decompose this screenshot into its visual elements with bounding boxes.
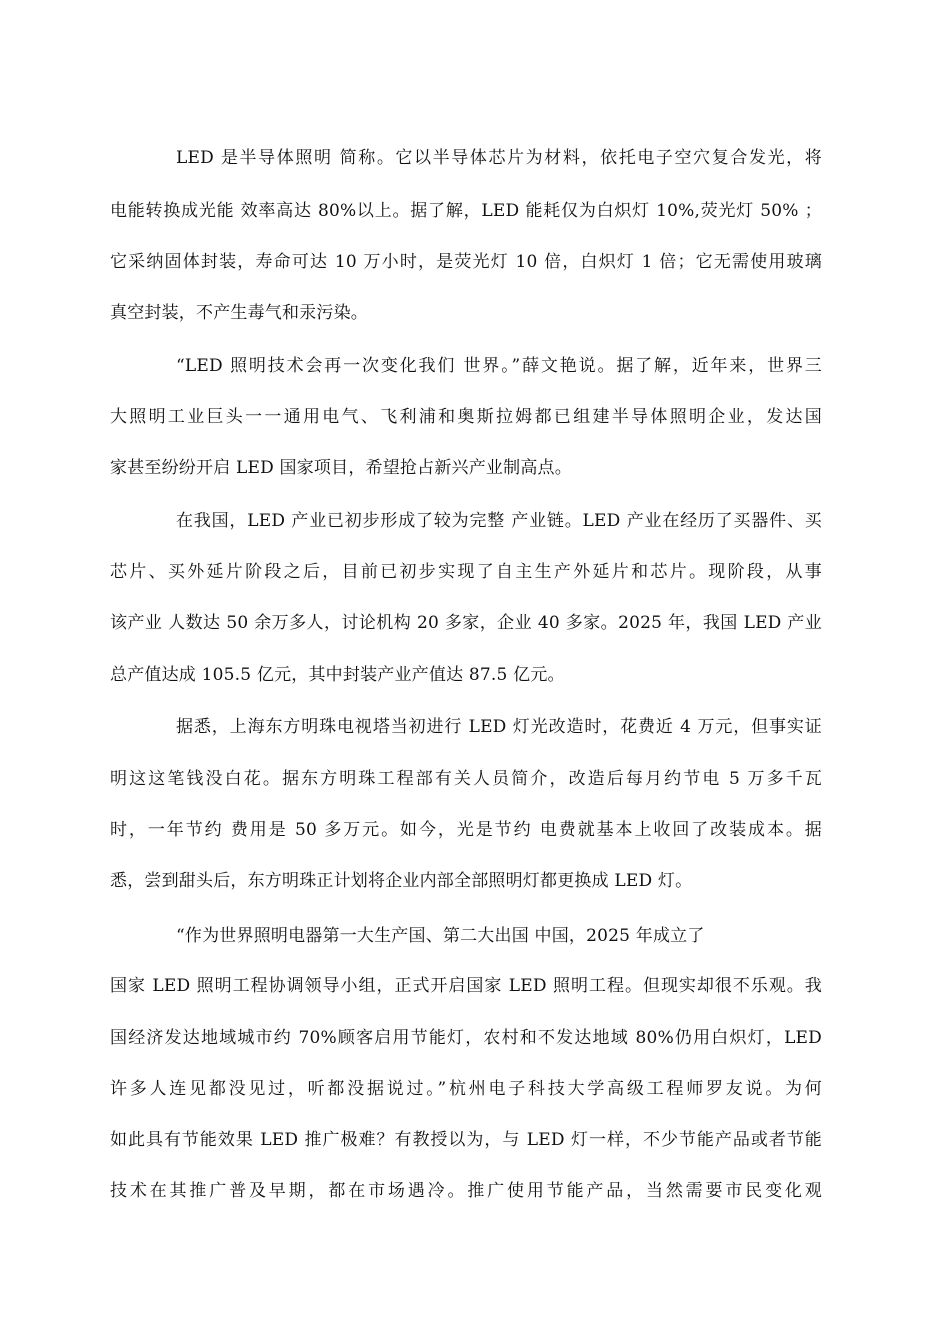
text-line: 该产业 人数达 50 余万多人，讨论机构 20 多家，企业 40 多家。2025 年，我国 LED 产业 bbox=[110, 613, 822, 633]
text-line: 芯片、买外延片阶段之后，目前已初步实现了自主生产外延片和芯片。现阶段，从事 bbox=[110, 562, 822, 582]
text-line: 真空封装，不产生毒气和汞污染。 bbox=[110, 303, 368, 323]
text-line: 如此具有节能效果 LED 推广极难？有教授以为，与 LED 灯一样，不少节能产品或者节能 bbox=[110, 1130, 822, 1150]
text-line: “LED 照明技术会再一次变化我们 世界。”薛文艳说。据了解，近年来，世界三 bbox=[176, 356, 822, 376]
text-line: 许多人连见都没见过，听都没据说过。”杭州电子科技大学高级工程师罗友说。为何 bbox=[110, 1079, 822, 1099]
text-line: 时，一年节约 费用是 50 多万元。如今，光是节约 电费就基本上收回了改装成本。据 bbox=[110, 820, 822, 840]
text-line: LED 是半导体照明 简称。它以半导体芯片为材料，依托电子空穴复合发光，将 bbox=[176, 148, 822, 168]
text-line: 它采纳固体封装，寿命可达 10 万小时，是荧光灯 10 倍，白炽灯 1 倍；它无需使用玻璃 bbox=[110, 252, 822, 272]
text-line: 电能转换成光能 效率高达 80%以上。据了解，LED 能耗仅为白炽灯 10%,荧光灯 50% ； bbox=[110, 201, 822, 221]
text-line: 技术在其推广普及早期，都在市场遇冷。推广使用节能产品，当然需要市民变化观 bbox=[110, 1181, 822, 1201]
text-line: “作为世界照明电器第一大生产国、第二大出国 中国，2025 年成立了 bbox=[176, 926, 705, 946]
text-line: 总产值达成 105.5 亿元，其中封装产业产值达 87.5 亿元。 bbox=[110, 665, 565, 685]
text-line: 悉，尝到甜头后，东方明珠正计划将企业内部全部照明灯都更换成 LED 灯。 bbox=[110, 871, 693, 891]
text-line: 国家 LED 照明工程协调领导小组，正式开启国家 LED 照明工程。但现实却很不乐观。我 bbox=[110, 976, 822, 996]
text-line: 家甚至纷纷开启 LED 国家项目，希望抢占新兴产业制高点。 bbox=[110, 458, 572, 478]
text-line: 据悉，上海东方明珠电视塔当初进行 LED 灯光改造时，花费近 4 万元，但事实证 bbox=[176, 717, 822, 737]
text-line: 国经济发达地域城市约 70%顾客启用节能灯，农村和不发达地域 80%仍用白炽灯，LED bbox=[110, 1028, 822, 1048]
text-line: 大照明工业巨头一一通用电气、飞利浦和奥斯拉姆都已组建半导体照明企业，发达国 bbox=[110, 407, 822, 427]
text-line: 在我国，LED 产业已初步形成了较为完整 产业链。LED 产业在经历了买器件、买 bbox=[176, 511, 822, 531]
text-line: 明这这笔钱没白花。据东方明珠工程部有关人员简介，改造后每月约节电 5 万多千瓦 bbox=[110, 769, 822, 789]
